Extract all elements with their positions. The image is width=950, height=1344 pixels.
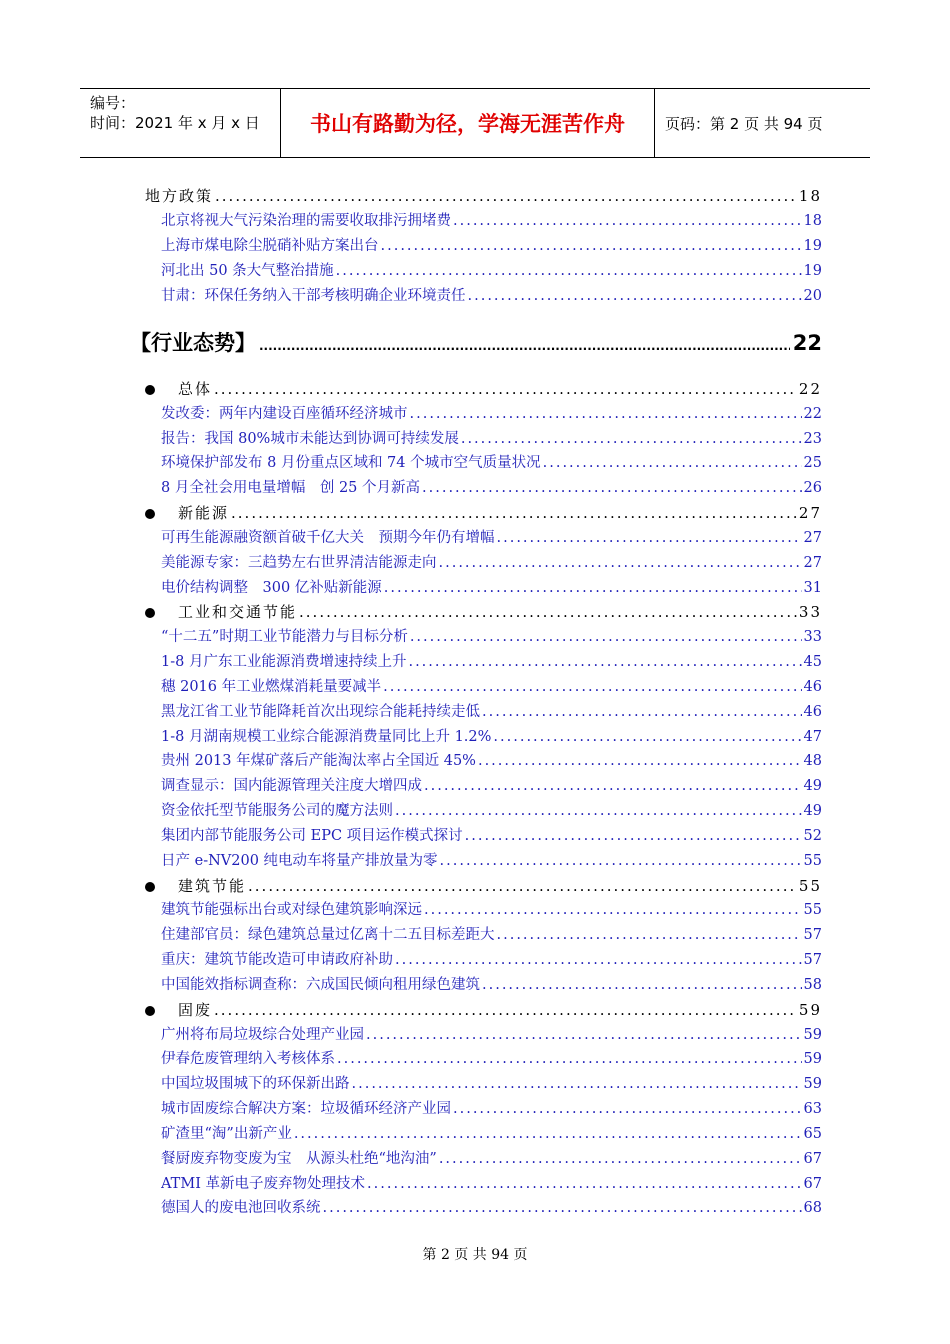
toc-entry-page-number: 68 (803, 1200, 822, 1217)
toc-entry[interactable] (161, 429, 822, 449)
leader-dots (453, 1099, 802, 1119)
toc-entry[interactable] (161, 211, 822, 231)
toc-entry[interactable] (161, 751, 822, 771)
bullet-icon (145, 608, 155, 618)
toc-entry[interactable] (161, 925, 822, 945)
toc-entry[interactable] (161, 677, 822, 697)
document-date: 时间：2021 年 x 月 x 日 (90, 114, 260, 132)
toc-entry-title: 建筑节能 (178, 876, 247, 895)
toc-entry-page-number: 47 (803, 728, 822, 745)
toc-entry-page-number: 27 (798, 504, 822, 523)
header-meta (80, 89, 281, 157)
toc-entry-title: 固废 (178, 1000, 213, 1019)
leader-dots (478, 751, 802, 771)
leader-dots (408, 652, 801, 672)
toc-entry[interactable] (161, 236, 822, 256)
toc-entry-title: 地方政策 (145, 187, 214, 205)
leader-dots (493, 727, 801, 747)
toc-entry[interactable] (161, 286, 822, 306)
toc-entry-page-number: 18 (803, 213, 822, 229)
toc-entry-title: 黑龙江省工业节能降耗首次出现综合能耗持续走低 (161, 703, 480, 720)
toc-entry-page-number: 48 (803, 753, 822, 770)
toc-entry[interactable] (161, 975, 822, 995)
toc-heading-entry[interactable] (178, 602, 822, 622)
toc-entry[interactable] (161, 578, 822, 598)
leader-dots (352, 1074, 802, 1094)
toc-entry-page-number: 20 (803, 288, 822, 304)
toc-entry-page-number: 49 (803, 778, 822, 795)
leader-dots (439, 1149, 802, 1169)
leader-dots (395, 801, 802, 821)
toc-heading-entry[interactable] (178, 503, 822, 523)
toc-heading-entry[interactable] (145, 186, 822, 206)
leader-dots (410, 627, 802, 647)
toc-entry-page-number: 59 (803, 1076, 822, 1093)
toc-entry[interactable] (161, 1099, 822, 1119)
leader-dots (259, 333, 790, 359)
toc-entry-title: 8 月全社会用电量增幅 创 25 个月新高 (161, 480, 421, 497)
toc-entry-page-number: 67 (803, 1150, 822, 1167)
bullet-icon (145, 509, 155, 519)
toc-entry-page-number: 26 (803, 480, 822, 497)
leader-dots (424, 776, 802, 796)
bullet-icon (145, 385, 155, 395)
toc-entry-page-number: 25 (803, 455, 822, 472)
toc-entry-title: 可再生能源融资额首破千亿大关 预期今年仍有增幅 (161, 529, 495, 546)
leader-dots (424, 900, 802, 920)
leader-dots (543, 453, 802, 473)
toc-entry-page-number: 52 (803, 827, 822, 844)
toc-entry-title: 餐厨废弃物变废为宝 从源头杜绝“地沟油” (161, 1150, 437, 1167)
toc-section-heading[interactable] (130, 330, 822, 359)
toc-entry-page-number: 46 (803, 678, 822, 695)
leader-dots (231, 503, 797, 523)
toc-entry-title: 中国垃圾围城下的环保新出路 (161, 1076, 350, 1093)
toc-entry-title: 工业和交通节能 (178, 603, 298, 622)
toc-entry-title: 集团内部节能服务公司 EPC 项目运作模式探讨 (161, 827, 463, 844)
toc-entry-title: 上海市煤电除尘脱硝补贴方案出台 (161, 238, 379, 254)
toc-entry-title: 报告：我国 80%城市未能达到协调可持续发展 (161, 430, 459, 447)
toc-entry[interactable] (161, 553, 822, 573)
leader-dots (497, 925, 802, 945)
toc-entry-title: 建筑节能强标出台或对绿色建筑影响深远 (161, 902, 422, 919)
toc-entry-page-number: 63 (803, 1101, 822, 1118)
leader-dots (215, 186, 797, 206)
leader-dots (410, 404, 802, 424)
toc-entry-page-number: 58 (803, 976, 822, 993)
toc-entry-title: 电价结构调整 300 亿补贴新能源 (161, 579, 382, 596)
toc-entry-title: 1-8 月湖南规模工业综合能源消费量同比上升 1.2% (161, 728, 492, 745)
bullet-icon (145, 882, 155, 892)
leader-dots (381, 236, 802, 256)
toc-entry-page-number: 33 (803, 629, 822, 646)
toc-entry-title: 美能源专家：三趋势左右世界清洁能源走向 (161, 554, 437, 571)
toc-heading-entry[interactable] (178, 379, 822, 399)
toc-entry[interactable] (161, 900, 822, 920)
toc-entry-title: 广州将布局垃圾综合处理产业园 (161, 1026, 364, 1043)
toc-entry-page-number: 27 (803, 529, 822, 546)
toc-entry-page-number: 57 (803, 952, 822, 969)
toc-entry-title: 调查显示：国内能源管理关注度大增四成 (161, 778, 422, 795)
header-motto: 书山有路勤为径，学海无涯苦作舟 (281, 89, 655, 157)
toc-entry[interactable] (161, 801, 822, 821)
leader-dots (482, 975, 802, 995)
leader-dots (299, 602, 797, 622)
toc-entry-title: 日产 e-NV200 纯电动车将量产排放量为零 (161, 852, 438, 869)
leader-dots (214, 379, 797, 399)
toc-entry-page-number: 59 (803, 1051, 822, 1068)
leader-dots (294, 1124, 802, 1144)
toc-heading-entry[interactable] (178, 876, 822, 896)
section-label: 【行业态势】 (130, 331, 256, 355)
toc-entry[interactable] (161, 1074, 822, 1094)
toc-entry[interactable] (161, 1025, 822, 1045)
toc-entry[interactable] (161, 851, 822, 871)
leader-dots (440, 851, 802, 871)
toc-entry-title: 中国能效指标调查称：六成国民倾向租用绿色建筑 (161, 976, 480, 993)
leader-dots (383, 677, 801, 697)
header-page-info: 页码：第 2 页 共 94 页 (665, 114, 823, 133)
toc-entry-page-number: 33 (798, 603, 822, 622)
leader-dots (482, 702, 802, 722)
toc-entry-page-number: 19 (803, 263, 822, 279)
toc-entry-title: 德国人的废电池回收系统 (161, 1200, 321, 1217)
toc-entry-page-number: 18 (798, 187, 822, 205)
toc-entry-page-number: 46 (803, 703, 822, 720)
toc-entry-title: 伊春危废管理纳入考核体系 (161, 1051, 335, 1068)
leader-dots (337, 1049, 802, 1069)
toc-entry[interactable] (161, 528, 822, 548)
leader-dots (323, 1198, 802, 1218)
toc-entry-page-number: 23 (803, 430, 822, 447)
toc-entry-page-number: 45 (803, 654, 822, 671)
toc-entry-title: 重庆：建筑节能改造可申请政府补助 (161, 952, 393, 969)
toc-entry[interactable] (161, 727, 822, 747)
toc-entry-title: ATMI 革新电子废弃物处理技术 (161, 1175, 366, 1192)
toc-entry-title: 住建部官员：绿色建筑总量过亿离十二五目标差距大 (161, 927, 495, 944)
toc-entry-title: 河北出 50 条大气整治措施 (161, 263, 334, 279)
toc-entry-page-number: 65 (803, 1125, 822, 1142)
toc-entry-title: 发改委：两年内建设百座循环经济城市 (161, 405, 408, 422)
toc-entry-title: 1-8 月广东工业能源消费增速持续上升 (161, 654, 407, 671)
leader-dots (468, 286, 802, 306)
leader-dots (367, 1174, 802, 1194)
toc-entry[interactable] (161, 776, 822, 796)
leader-dots (336, 261, 802, 281)
toc-entry-page-number: 55 (803, 902, 822, 919)
leader-dots (465, 826, 802, 846)
toc-entry[interactable] (161, 478, 822, 498)
document-number-label: 编号： (90, 94, 136, 112)
toc-entry-page-number: 22 (798, 380, 822, 398)
leader-dots (497, 528, 802, 548)
toc-entry-page-number: 49 (803, 803, 822, 820)
bullet-icon (145, 1006, 155, 1016)
leader-dots (439, 553, 802, 573)
toc-entry-page-number: 67 (803, 1175, 822, 1192)
page-footer: 第 2 页 共 94 页 (422, 1247, 528, 1263)
toc-entry-page-number: 59 (798, 1000, 822, 1019)
leader-dots (461, 429, 802, 449)
toc-entry[interactable] (161, 453, 822, 473)
leader-dots (453, 211, 802, 231)
toc-entry-page-number: 19 (803, 238, 822, 254)
toc-entry[interactable] (161, 1198, 822, 1218)
toc-entry-page-number: 31 (803, 579, 822, 596)
toc-entry-title: 总体 (178, 380, 213, 398)
toc-entry-title: “十二五”时期工业节能潜力与目标分析 (161, 629, 408, 646)
toc-entry[interactable] (161, 1124, 822, 1144)
leader-dots (214, 1000, 797, 1020)
toc-heading-entry[interactable] (178, 1000, 822, 1020)
toc-entry-title: 环境保护部发布 8 月份重点区域和 74 个城市空气质量状况 (161, 455, 541, 472)
toc-entry-title: 贵州 2013 年煤矿落后产能淘汰率占全国近 45% (161, 753, 476, 770)
toc-entry[interactable] (161, 1149, 822, 1169)
leader-dots (384, 578, 802, 598)
toc-entry-page-number: 55 (798, 876, 822, 895)
toc-entry[interactable] (161, 950, 822, 970)
leader-dots (395, 950, 802, 970)
toc-entry[interactable] (161, 826, 822, 846)
toc-entry[interactable] (161, 627, 822, 647)
toc-entry-title: 穗 2016 年工业燃煤消耗量要减半 (161, 678, 382, 695)
toc-entry[interactable] (161, 702, 822, 722)
toc-entry[interactable] (161, 261, 822, 281)
toc-entry-title: 矿渣里“淘”出新产业 (161, 1125, 292, 1142)
toc-entry[interactable] (161, 652, 822, 672)
leader-dots (366, 1025, 802, 1045)
leader-dots (422, 478, 802, 498)
toc-entry-page-number: 57 (803, 927, 822, 944)
toc-entry[interactable] (161, 1174, 822, 1194)
toc-entry[interactable] (161, 404, 822, 424)
toc-entry-title: 城市固废综合解决方案：垃圾循环经济产业园 (161, 1101, 451, 1118)
leader-dots (248, 876, 797, 896)
toc-entry-title: 北京将视大气污染治理的需要收取排污拥堵费 (161, 213, 451, 229)
toc-entry[interactable] (161, 1049, 822, 1069)
section-page-number: 22 (792, 331, 822, 355)
toc-entry-page-number: 27 (803, 554, 822, 571)
toc-entry-title: 资金依托型节能服务公司的魔方法则 (161, 803, 393, 820)
toc-entry-page-number: 55 (803, 852, 822, 869)
toc-entry-title: 新能源 (178, 504, 230, 523)
toc-entry-page-number: 59 (803, 1026, 822, 1043)
toc-entry-page-number: 22 (803, 405, 822, 422)
toc-entry-title: 甘肃：环保任务纳入干部考核明确企业环境责任 (161, 288, 466, 304)
page-header (80, 88, 870, 158)
